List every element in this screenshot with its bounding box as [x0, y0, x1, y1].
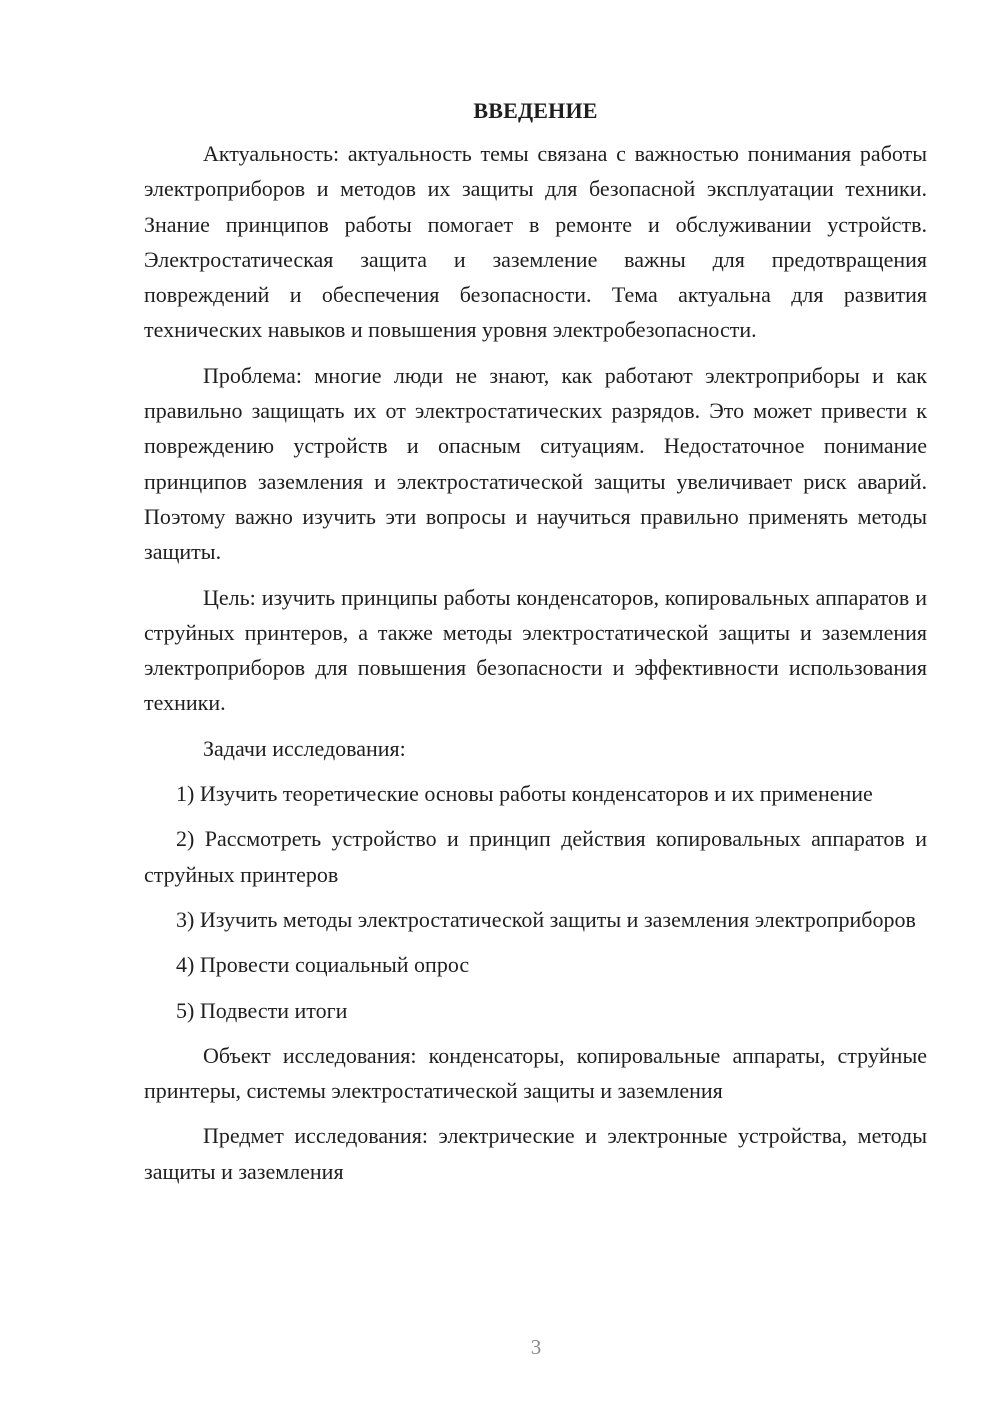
problem-paragraph: Проблема: многие люди не знают, как работают электроприборы и как правильно защищать их от электростатических разрядов. Это может привести к повреждению устройств и опасным ситуациям. Недостаточное понимание принципов заземления и электростатической защиты увеличивает риск аварий. Поэтому важно изучить эти вопросы и научиться правильно применять методы защиты. — [144, 362, 927, 565]
page-number: 3 — [530, 1335, 542, 1359]
task-item-1: 1) Изучить теоретические основы работы конденсаторов и их применение — [176, 781, 873, 807]
task-item-5: 5) Подвести итоги — [176, 997, 348, 1023]
research-subject-paragraph: Предмет исследования: электрические и электронные устройства, методы защиты и заземления — [144, 1123, 927, 1184]
task-item-2: 2) Рассмотреть устройство и принцип действия копировальных аппаратов и струйных принтеров — [144, 826, 927, 887]
goal-paragraph: Цель: изучить принципы работы конденсаторов, копировальных аппаратов и струйных принтеров, а также методы электростатической защиты и заземления электроприборов для повышения безопасности и эффективности использования техники. — [144, 584, 927, 716]
section-title: ВВЕДЕНИЕ — [473, 98, 598, 123]
research-object-paragraph: Объект исследования: конденсаторы, копировальные аппараты, струйные принтеры, системы электростатической защиты и заземления — [144, 1042, 927, 1104]
task-item-3: 3) Изучить методы электростатической защиты и заземления электроприборов — [176, 906, 916, 932]
relevance-paragraph: Актуальность: актуальность темы связана с важностью понимания работы электроприборов и методов их защиты для безопасной эксплуатации техники. Знание принципов работы помогает в ремонте и обслуживании устройств. Электростатическая защита и заземление важны для предотвращения повреждений и обеспечения безопасности. Тема актуальна для развития технических навыков и повышения уровня электробезопасности. — [144, 141, 927, 343]
task-item-4: 4) Провести социальный опрос — [176, 952, 470, 978]
page-content — [144, 96, 927, 1199]
tasks-heading: Задачи исследования: — [203, 735, 406, 761]
